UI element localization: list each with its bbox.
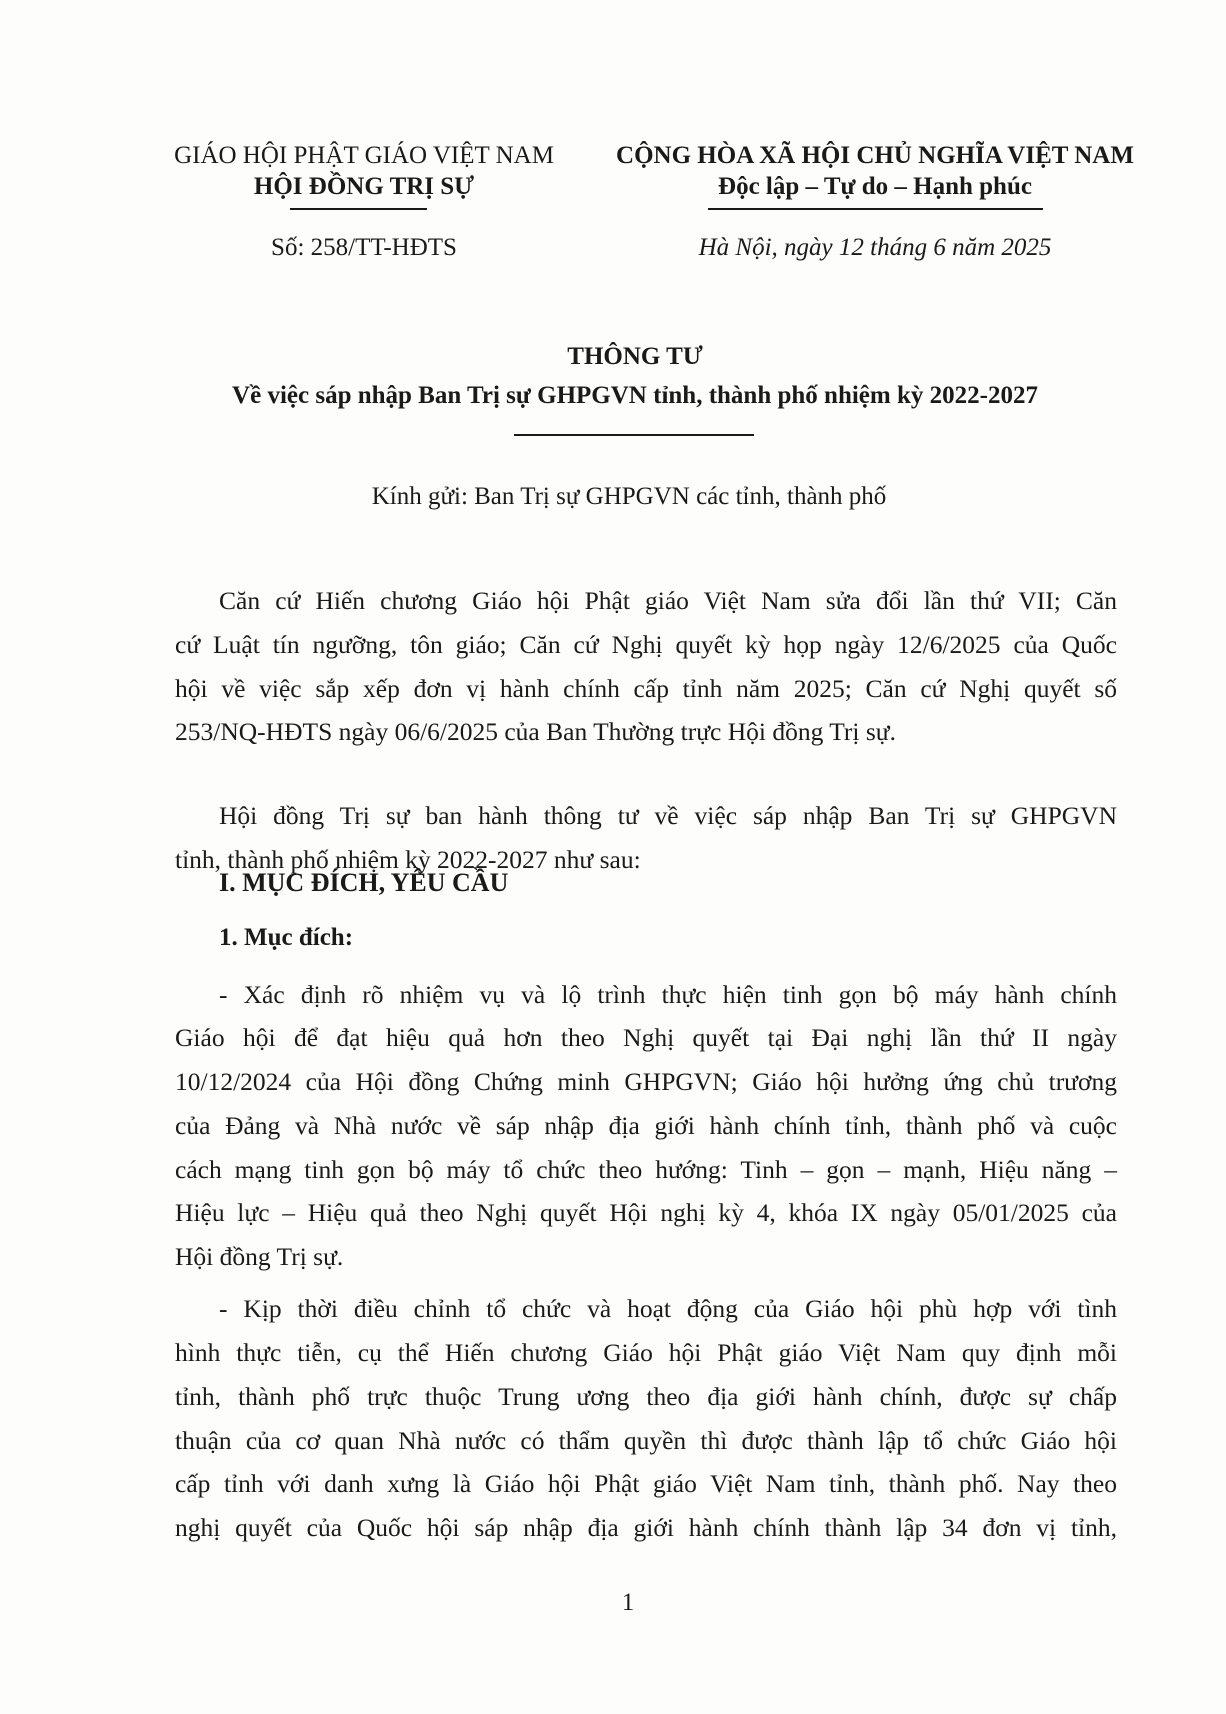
national-title: CỘNG HÒA XÃ HỘI CHỦ NGHĨA VIỆT NAM <box>616 142 1134 169</box>
text-line: cứ Luật tín ngưỡng, tôn giáo; Căn cứ Nghị quyết kỳ họp ngày 12/6/2025 của Quốc <box>175 630 1117 659</box>
text-line: - Xác định rõ nhiệm vụ và lộ trình thực hiện tinh gọn bộ máy hành chính <box>219 980 1117 1009</box>
subsection-heading: 1. Mục đích: <box>219 924 354 951</box>
document-subject: Về việc sáp nhập Ban Trị sự GHPGVN tỉnh, thành phố nhiệm kỳ 2022-2027 <box>232 382 1038 409</box>
text-line: tỉnh, thành phố nhiệm kỳ 2022-2027 như sau: <box>175 845 641 874</box>
place-date: Hà Nội, ngày 12 tháng 6 năm 2025 <box>698 234 1052 261</box>
document-type: THÔNG TƯ <box>567 343 703 370</box>
section-heading: I. MỤC ĐÍCH, YÊU CẦU <box>219 868 509 897</box>
text-line: hình thực tiễn, cụ thể Hiến chương Giáo hội Phật giáo Việt Nam quy định mỗi <box>175 1338 1117 1367</box>
text-line: 253/NQ-HĐTS ngày 06/6/2025 của Ban Thường trực Hội đồng Trị sự. <box>175 717 896 746</box>
text-line: cách mạng tinh gọn bộ máy tổ chức theo hướng: Tinh – gọn – mạnh, Hiệu năng – <box>175 1155 1117 1184</box>
text-line: Giáo hội để đạt hiệu quả hơn theo Nghị quyết tại Đại nghị lần thứ II ngày <box>175 1023 1117 1052</box>
org-council: HỘI ĐỒNG TRỊ SỰ <box>253 173 475 200</box>
title-rule <box>514 434 754 436</box>
text-line: Hội đồng Trị sự. <box>175 1242 344 1271</box>
national-motto: Độc lập – Tự do – Hạnh phúc <box>718 173 1032 200</box>
text-line: hội về việc sắp xếp đơn vị hành chính cấp tỉnh năm 2025; Căn cứ Nghị quyết số <box>175 674 1117 703</box>
text-line: của Đảng và Nhà nước về sáp nhập địa giới hành chính tỉnh, thành phố và cuộc <box>175 1111 1117 1140</box>
text-line: Hiệu lực – Hiệu quả theo Nghị quyết Hội nghị kỳ 4, khóa IX ngày 05/01/2025 của <box>175 1198 1117 1227</box>
document-number: Số: 258/TT-HĐTS <box>271 234 457 261</box>
text-line: thuận của cơ quan Nhà nước có thẩm quyền thì được thành lập tổ chức Giáo hội <box>175 1426 1117 1455</box>
text-line: cấp tỉnh với danh xưng là Giáo hội Phật giáo Việt Nam tỉnh, thành phố. Nay theo <box>175 1469 1117 1498</box>
org-name: GIÁO HỘI PHẬT GIÁO VIỆT NAM <box>174 142 554 169</box>
page-number: 1 <box>621 1589 635 1616</box>
motto-underline <box>708 208 1043 210</box>
recipient: Kính gửi: Ban Trị sự GHPGVN các tỉnh, thành phố <box>371 483 887 510</box>
text-line: tỉnh, thành phố trực thuộc Trung ương theo địa giới hành chính, được sự chấp <box>175 1382 1117 1411</box>
text-line: nghị quyết của Quốc hội sáp nhập địa giới hành chính thành lập 34 đơn vị tỉnh, <box>175 1513 1117 1542</box>
text-line: Căn cứ Hiến chương Giáo hội Phật giáo Việt Nam sửa đổi lần thứ VII; Căn <box>219 586 1117 615</box>
text-line: Hội đồng Trị sự ban hành thông tư về việc sáp nhập Ban Trị sự GHPGVN <box>219 801 1117 830</box>
org-underline <box>290 208 427 210</box>
text-line: - Kịp thời điều chỉnh tổ chức và hoạt động của Giáo hội phù hợp với tình <box>219 1294 1117 1323</box>
text-line: 10/12/2024 của Hội đồng Chứng minh GHPGVN; Giáo hội hưởng ứng chủ trương <box>175 1067 1117 1096</box>
